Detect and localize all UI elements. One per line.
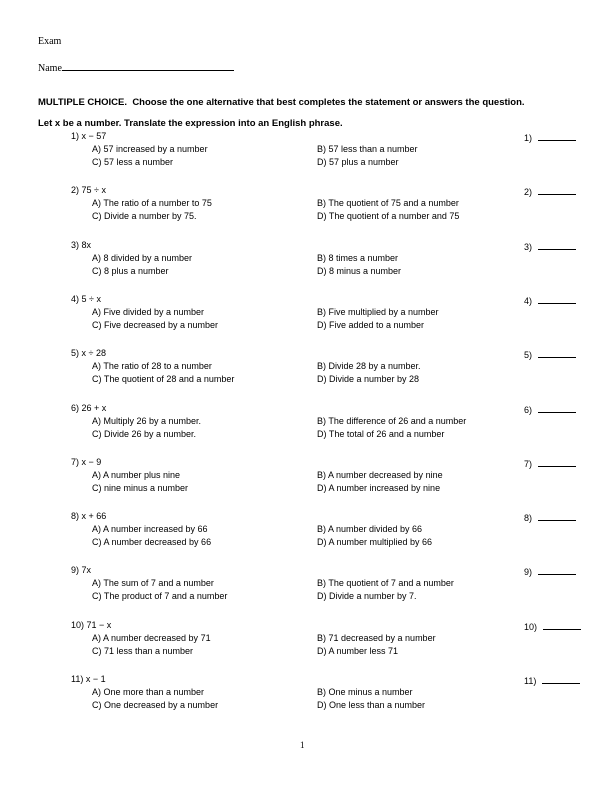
- section-heading: [38, 97, 525, 108]
- answer-slot: [524, 565, 576, 577]
- option-a[interactable]: A) 8 divided by a number: [92, 252, 193, 263]
- option-b[interactable]: B) The quotient of 75 and a number: [317, 198, 459, 209]
- question-8: [0, 511, 615, 561]
- option-a[interactable]: A) A number decreased by 71: [92, 632, 211, 643]
- option-a[interactable]: A) The ratio of 28 to a number: [92, 361, 212, 372]
- question-11: [0, 674, 615, 724]
- question-9: [0, 565, 615, 615]
- option-d[interactable]: D) A number increased by nine: [317, 482, 441, 493]
- question-stem: [71, 131, 106, 141]
- question-stem: [71, 674, 106, 684]
- option-a[interactable]: A) One more than a number: [92, 687, 205, 697]
- option-a[interactable]: A) Multiply 26 by a number.: [92, 415, 202, 426]
- option-a[interactable]: A) The sum of 7 and a number: [92, 578, 214, 589]
- question-number: 1): [71, 131, 80, 141]
- answer-number: 5): [524, 350, 533, 361]
- option-a[interactable]: A) Five divided by a number: [92, 306, 205, 317]
- question-4: [0, 294, 615, 344]
- name-blank[interactable]: [62, 61, 234, 71]
- option-d[interactable]: D) Five added to a number: [317, 319, 425, 330]
- answer-number: 11): [524, 676, 537, 686]
- option-c[interactable]: C) One decreased by a number: [92, 700, 219, 710]
- answer-slot: [524, 131, 576, 143]
- answer-slot: [524, 511, 576, 523]
- option-c[interactable]: C) Five decreased by a number: [92, 319, 219, 330]
- question-number: 5): [71, 348, 80, 359]
- question-1: [0, 131, 615, 181]
- option-d[interactable]: D) The total of 26 and a number: [317, 428, 445, 439]
- answer-number: 8): [524, 513, 533, 524]
- question-number: 3): [71, 239, 80, 250]
- option-d[interactable]: D) Divide a number by 28: [317, 374, 420, 385]
- answer-blank[interactable]: [538, 565, 576, 575]
- section-subheading: Choose the one alternative that best completes the statement or answers the question.: [132, 97, 525, 108]
- answer-blank[interactable]: [538, 185, 576, 195]
- question-expression: 71 − x: [86, 619, 112, 630]
- option-c[interactable]: C) The quotient of 28 and a number: [92, 374, 235, 385]
- answer-number: 6): [524, 404, 533, 415]
- answer-number: 9): [524, 567, 533, 578]
- question-stem: [71, 185, 106, 195]
- option-a[interactable]: A) The ratio of a number to 75: [92, 198, 212, 209]
- answer-blank[interactable]: [538, 294, 576, 304]
- option-d[interactable]: D) One less than a number: [317, 700, 426, 710]
- option-c[interactable]: C) 57 less a number: [92, 157, 174, 167]
- question-6: [0, 403, 615, 453]
- question-2: [0, 185, 615, 235]
- question-expression: x − 1: [85, 674, 106, 684]
- answer-blank[interactable]: [538, 457, 576, 467]
- question-expression: 5 ÷ x: [81, 293, 101, 304]
- option-d[interactable]: D) A number less 71: [317, 645, 399, 656]
- answer-slot: [524, 674, 580, 686]
- option-b[interactable]: B) 57 less than a number: [317, 144, 418, 154]
- question-5: [0, 348, 615, 398]
- question-number: 4): [71, 293, 80, 304]
- question-stem: [71, 294, 101, 304]
- name-line: [38, 61, 234, 74]
- instruction-text: Let x be a number. Translate the expression into an English phrase.: [38, 118, 343, 129]
- question-expression: x − 9: [81, 456, 102, 467]
- answer-blank[interactable]: [538, 348, 576, 358]
- option-d[interactable]: D) 8 minus a number: [317, 265, 402, 276]
- answer-number: 3): [524, 241, 533, 252]
- answer-blank[interactable]: [538, 403, 576, 413]
- answer-blank[interactable]: [542, 674, 580, 684]
- question-stem: [71, 240, 91, 250]
- question-number: 2): [71, 185, 80, 196]
- question-stem: [71, 348, 106, 358]
- question-number: 11): [71, 674, 84, 684]
- option-b[interactable]: B) 8 times a number: [317, 252, 399, 263]
- question-stem: [71, 620, 111, 630]
- option-b[interactable]: B) Five multiplied by a number: [317, 306, 439, 317]
- answer-number: 2): [524, 187, 533, 198]
- page-number: 1: [300, 740, 305, 750]
- section-title: MULTIPLE CHOICE.: [38, 97, 128, 108]
- option-c[interactable]: C) 71 less than a number: [92, 645, 194, 656]
- question-number: 8): [71, 511, 80, 522]
- answer-number: 4): [524, 295, 533, 306]
- option-a[interactable]: A) 57 increased by a number: [92, 144, 208, 154]
- question-7: [0, 457, 615, 507]
- option-d[interactable]: D) A number multiplied by 66: [317, 537, 433, 548]
- answer-number: 7): [524, 458, 533, 469]
- answer-slot: [524, 240, 576, 252]
- question-number: 9): [71, 565, 80, 576]
- option-a[interactable]: A) A number plus nine: [92, 469, 181, 480]
- question-number: 10): [71, 619, 85, 630]
- option-c[interactable]: C) 8 plus a number: [92, 265, 169, 276]
- question-stem: [71, 565, 91, 575]
- question-stem: [71, 457, 101, 467]
- option-a[interactable]: A) A number increased by 66: [92, 524, 208, 535]
- answer-slot: [524, 185, 576, 197]
- option-d[interactable]: D) 57 plus a number: [317, 157, 399, 167]
- option-c[interactable]: C) Divide 26 by a number.: [92, 428, 197, 439]
- question-expression: x − 57: [81, 131, 107, 141]
- answer-slot: [524, 457, 576, 469]
- option-c[interactable]: C) A number decreased by 66: [92, 537, 212, 548]
- question-expression: 26 + x: [81, 402, 107, 413]
- option-b[interactable]: B) The quotient of 7 and a number: [317, 578, 454, 589]
- option-b[interactable]: B) A number divided by 66: [317, 524, 423, 535]
- option-b[interactable]: B) A number decreased by nine: [317, 469, 443, 480]
- answer-slot: [524, 403, 576, 415]
- question-expression: 8x: [81, 239, 92, 250]
- question-expression: 75 ÷ x: [81, 185, 106, 196]
- question-10: [0, 620, 615, 670]
- option-d[interactable]: D) The quotient of a number and 75: [317, 211, 460, 222]
- question-number: 7): [71, 456, 80, 467]
- name-label: Name: [38, 63, 62, 74]
- option-c[interactable]: C) nine minus a number: [92, 482, 189, 493]
- option-c[interactable]: C) Divide a number by 75.: [92, 211, 197, 222]
- option-b[interactable]: B) 71 decreased by a number: [317, 632, 436, 643]
- option-b[interactable]: B) The difference of 26 and a number: [317, 415, 467, 426]
- question-stem: [71, 511, 106, 521]
- option-d[interactable]: D) Divide a number by 7.: [317, 591, 417, 602]
- option-b[interactable]: B) Divide 28 by a number.: [317, 361, 421, 372]
- question-3: [0, 240, 615, 290]
- answer-number: 1): [524, 133, 533, 143]
- answer-slot: [524, 620, 581, 632]
- option-b[interactable]: B) One minus a number: [317, 687, 413, 697]
- question-expression: x + 66: [81, 511, 107, 522]
- answer-blank[interactable]: [543, 620, 581, 630]
- answer-number: 10): [524, 621, 538, 632]
- answer-slot: [524, 294, 576, 306]
- answer-blank[interactable]: [538, 240, 576, 250]
- question-expression: 7x: [81, 565, 92, 576]
- question-stem: [71, 403, 106, 413]
- exam-label: Exam: [38, 36, 62, 47]
- option-c[interactable]: C) The product of 7 and a number: [92, 591, 228, 602]
- answer-blank[interactable]: [538, 511, 576, 521]
- answer-blank[interactable]: [538, 131, 576, 141]
- question-number: 6): [71, 402, 80, 413]
- answer-slot: [524, 348, 576, 360]
- question-expression: x ÷ 28: [81, 348, 106, 359]
